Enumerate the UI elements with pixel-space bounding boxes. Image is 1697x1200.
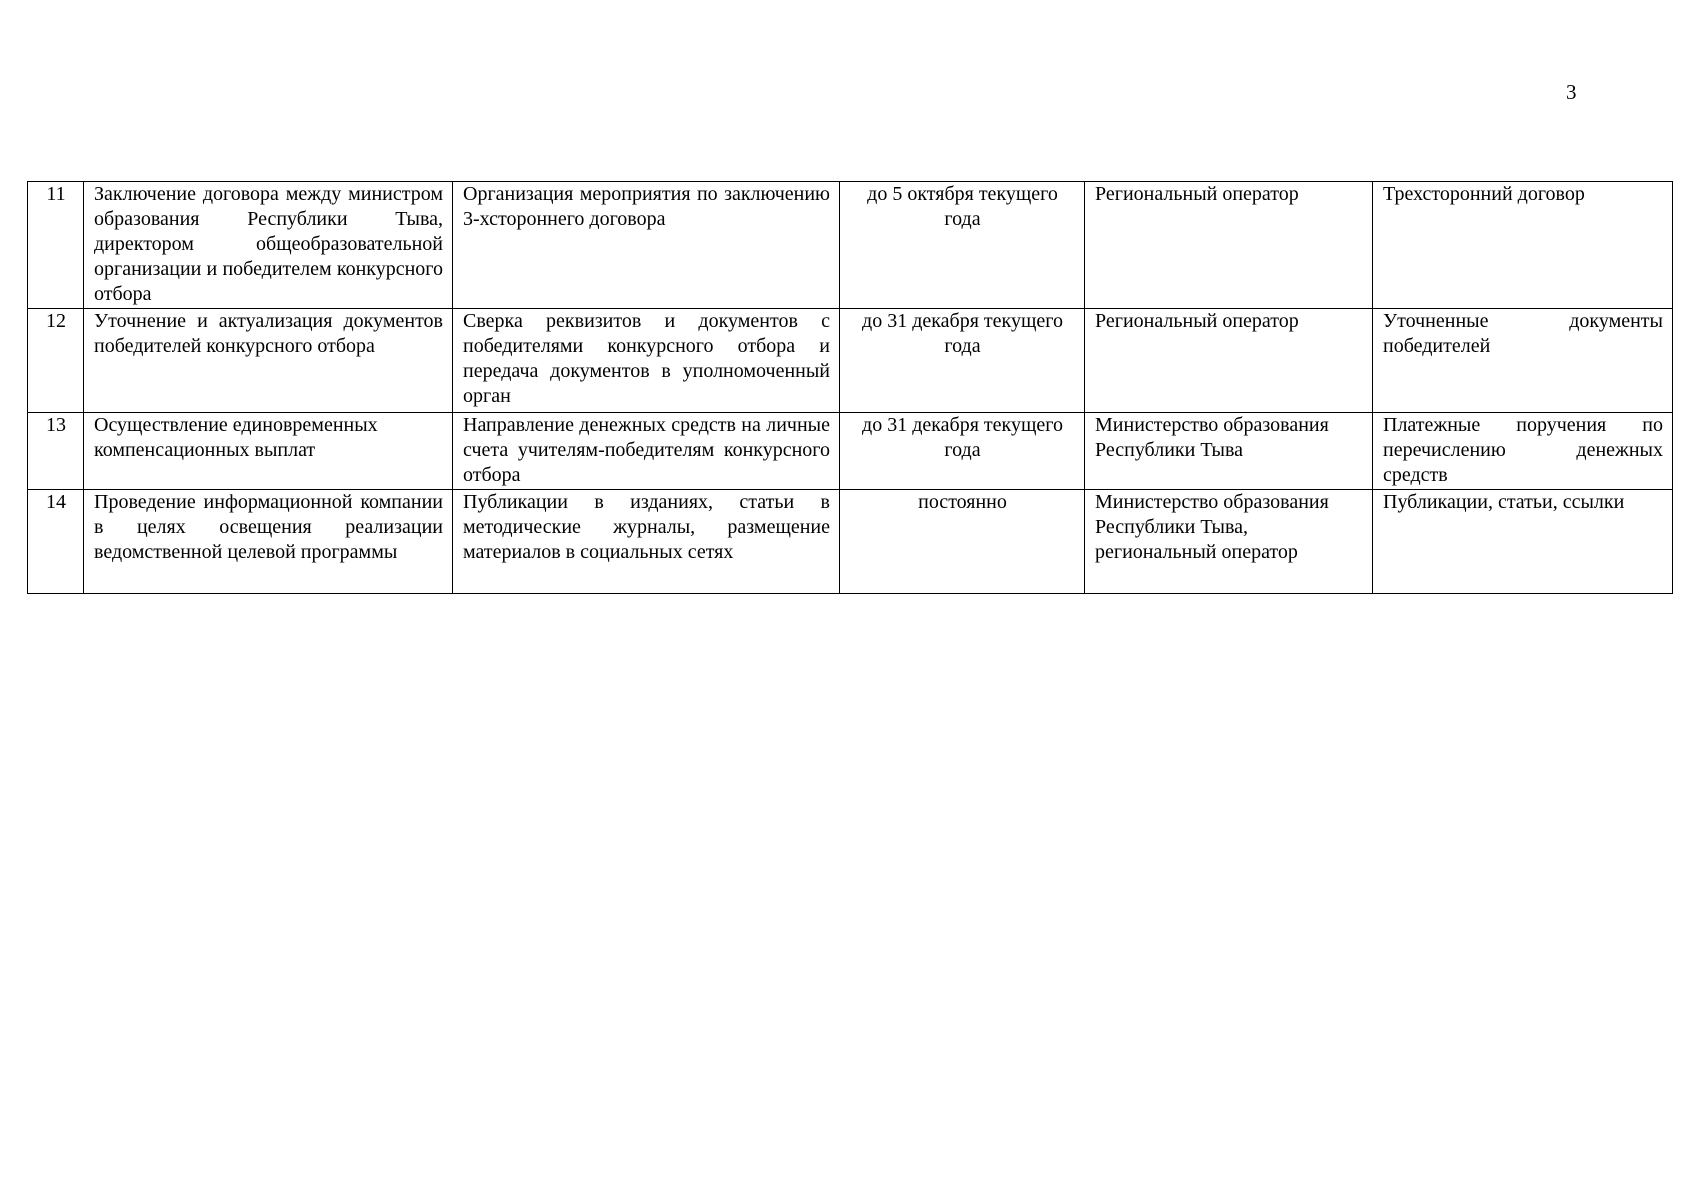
- result-cell: Уточненные документы победителей: [1373, 309, 1673, 413]
- table-row: [28, 490, 1673, 594]
- activity-cell: Уточнение и актуализация документов победителей конкурсного отбора: [84, 309, 453, 413]
- result-cell: Публикации, статьи, ссылки: [1373, 490, 1673, 594]
- content-cell: Сверка реквизитов и документов с победителями конкурсного отбора и передача документов в уполномоченный орган: [453, 309, 840, 413]
- activity-cell: Осуществление единовременных компенсационных выплат: [84, 413, 453, 490]
- result-cell: Трехсторонний договор: [1373, 182, 1673, 309]
- activity-cell: Заключение договора между министром образования Республики Тыва, директором общеобразовательной организации и победителем конкурсного отбора: [84, 182, 453, 309]
- responsible-cell: Региональный оператор: [1085, 309, 1373, 413]
- table-row: [28, 413, 1673, 490]
- deadline-cell: постоянно: [840, 490, 1085, 594]
- content-cell: Организация мероприятия по заключению 3-хстороннего договора: [453, 182, 840, 309]
- row-number-cell: 12: [28, 309, 84, 413]
- deadline-cell: до 5 октября текущего года: [840, 182, 1085, 309]
- table-row: [28, 309, 1673, 413]
- activity-cell: Проведение информационной компании в целях освещения реализации ведомственной целевой программы: [84, 490, 453, 594]
- deadline-cell: до 31 декабря текущего года: [840, 413, 1085, 490]
- responsible-cell: Министерство образования Республики Тыва, региональный оператор: [1085, 490, 1373, 594]
- row-number-cell: 13: [28, 413, 84, 490]
- table-row: [28, 182, 1673, 309]
- responsible-cell: Министерство образования Республики Тыва: [1085, 413, 1373, 490]
- deadline-cell: до 31 декабря текущего года: [840, 309, 1085, 413]
- action-plan-table: [27, 181, 1673, 594]
- result-cell: Платежные поручения по перечислению денежных средств: [1373, 413, 1673, 490]
- content-cell: Публикации в изданиях, статьи в методические журналы, размещение материалов в социальных сетях: [453, 490, 840, 594]
- row-number-cell: 11: [28, 182, 84, 309]
- responsible-cell: Региональный оператор: [1085, 182, 1373, 309]
- row-number-cell: 14: [28, 490, 84, 594]
- content-cell: Направление денежных средств на личные счета учителям-победителям конкурсного отбора: [453, 413, 840, 490]
- page-number: 3: [1566, 80, 1577, 104]
